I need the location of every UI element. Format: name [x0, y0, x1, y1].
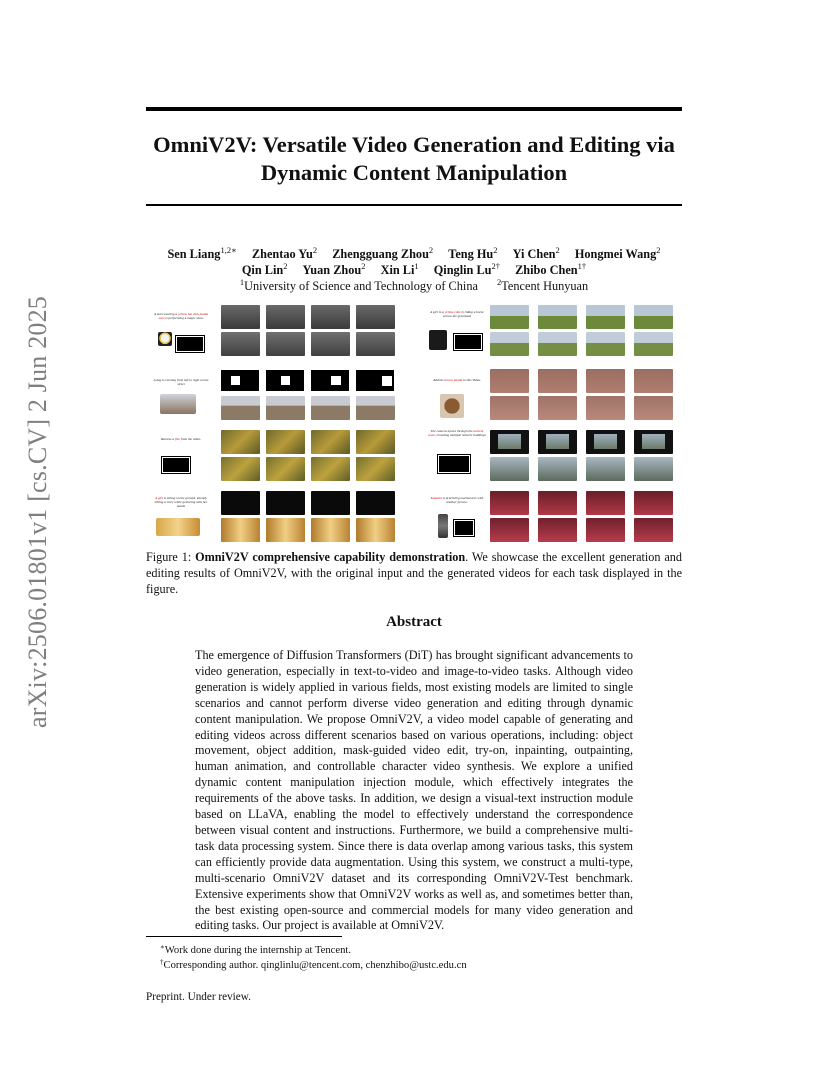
video-frame	[221, 332, 260, 356]
mask-frame	[356, 370, 394, 391]
mask-frame	[221, 370, 259, 391]
mask-stack	[454, 334, 482, 350]
arxiv-stamp-text: arXiv:2506.01801v1 [cs.CV] 2 Jun 2025	[23, 295, 52, 729]
video-frame	[586, 369, 625, 393]
video-frame	[311, 396, 350, 420]
video-frame	[221, 457, 260, 481]
video-frame	[634, 491, 673, 515]
prompt-ancient-town: The camera moves through the ancient town, revealing multiple historic buildings	[428, 429, 486, 438]
author: Qin Lin$^2$	[241, 261, 288, 277]
video-frame	[490, 457, 529, 481]
figure-1	[146, 302, 682, 538]
title-bottom-rule	[146, 204, 682, 206]
video-frame	[490, 491, 529, 515]
mask-stack	[454, 520, 474, 536]
affiliation: $^2$Tencent Hunyuan	[497, 277, 589, 293]
video-frame	[634, 332, 673, 356]
mask-frame	[266, 370, 304, 391]
panel-add-panda	[426, 366, 682, 421]
figure-caption	[146, 549, 682, 597]
pose-frame	[311, 491, 350, 515]
panel-ancient-town	[426, 427, 682, 482]
video-frame	[490, 305, 529, 329]
character-reference-image	[438, 514, 448, 538]
panda-hat-image	[158, 332, 172, 346]
video-frame	[266, 332, 305, 356]
mask-stack	[162, 457, 190, 473]
panel-dog-running	[146, 366, 414, 421]
author: Xin Li$^1$	[380, 261, 419, 277]
prompt-girl-story: A girl is sitting on the ground, intently telling a story while gesturing with her hands	[154, 496, 208, 509]
video-frame	[266, 305, 305, 329]
panda-image	[440, 394, 464, 418]
video-frame	[634, 518, 673, 542]
author: Yuan Zhou$^2$	[302, 261, 366, 277]
video-frame	[266, 430, 305, 454]
video-frame	[586, 518, 625, 542]
paper-title-line-2: Dynamic Content Manipulation	[260, 160, 568, 185]
video-frame	[356, 396, 395, 420]
author: Teng Hu$^2$	[448, 245, 498, 261]
title-top-rule	[146, 107, 682, 111]
video-frame	[490, 332, 529, 356]
video-frame	[586, 430, 625, 454]
video-frame	[634, 305, 673, 329]
caption-bold: OmniV2V comprehensive capability demonstration	[195, 550, 466, 564]
video-frame	[586, 457, 625, 481]
footnote-rule	[146, 936, 342, 937]
prompt-kakashi: Kakashi is practicing martial arts with another person.	[430, 496, 484, 505]
video-frame	[634, 369, 673, 393]
video-frame	[634, 396, 673, 420]
video-frame	[311, 430, 350, 454]
girl-reference-image	[156, 518, 200, 536]
pose-frame	[356, 491, 395, 515]
dog-street-image	[160, 394, 196, 414]
video-frame	[356, 305, 395, 329]
video-frame	[538, 369, 577, 393]
footnote: †Corresponding author. qinglinlu@tencent.com, chenzhibo@ustc.edu.cn	[160, 958, 467, 971]
caption-text: . We showcase the excellent generation and editing results of OmniV2V, with the original input and the generated videos for each task displayed in the figure.	[146, 550, 682, 596]
video-frame	[538, 518, 577, 542]
video-frame	[311, 332, 350, 356]
video-frame	[356, 518, 395, 542]
pose-frame	[221, 491, 260, 515]
video-frame	[311, 305, 350, 329]
panel-kakashi	[426, 488, 682, 543]
video-frame	[356, 457, 395, 481]
video-frame	[266, 518, 305, 542]
abstract-body: The emergence of Diffusion Transformers (DiT) has brought significant advancements to video generation, especially in text-to-video and image-to-video tasks. Although video generation is widely applied in various fields, most existing models are limited to single scenarios and cannot perform diverse video generation and editing through dynamic content manipulation. We propose OmniV2V, a video model capable of generating and editing videos across different scenarios based on various operations, including: object movement, object addition, mask-guided video edit, try-on, inpainting, outpainting, human animation, and controllable character video synthesis. We explore a unified dynamic content manipulation injection module, which effectively integrates the requirements of the above tasks. In addition, we design a visual-text instruction module based on LLaVA, enabling the model to effectively understand the correspondence between visual content and instructions. Furthermore, we build a comprehensive multi-task data processing system. Since there is data overlap among various tasks, this system can efficiently provide data augmentation. Using this system, we construct a multi-type, multi-scenario OmniV2V dataset and its corresponding OmniV2V-Test benchmark. Extensive experiments show that OmniV2V works as well as, and sometimes better than, the best existing open-source and commercial models for many video generation and editing tasks. Our project is available at OmniV2V.	[195, 648, 633, 933]
video-frame	[221, 305, 260, 329]
video-frame	[356, 332, 395, 356]
mask-stack	[176, 336, 204, 352]
caption-label: Figure 1:	[146, 550, 196, 564]
panel-magic-show	[146, 302, 414, 357]
prompt-remove-fish: Remove a fish from the video.	[160, 437, 202, 441]
video-frame	[221, 430, 260, 454]
video-frame	[221, 396, 260, 420]
affiliations	[130, 274, 698, 294]
video-frame	[538, 491, 577, 515]
footnote: ∗Work done during the internship at Tencent.	[160, 943, 351, 956]
paper-title-line-1: OmniV2V: Versatile Video Generation and Editing via	[153, 132, 675, 157]
video-frame	[586, 305, 625, 329]
author: Zhentao Yu$^2$	[251, 245, 318, 261]
video-frame	[586, 332, 625, 356]
video-frame	[586, 491, 625, 515]
pose-frame	[266, 491, 305, 515]
video-frame	[634, 430, 673, 454]
video-frame	[311, 518, 350, 542]
video-frame	[311, 457, 350, 481]
prompt-horse-riding: A girl in a yellow robe is riding a horse across the grassland	[430, 310, 484, 319]
abstract-heading: Abstract	[386, 614, 442, 630]
video-frame	[490, 369, 529, 393]
video-frame	[538, 457, 577, 481]
panel-horse-riding	[426, 302, 682, 357]
prompt-add-panda: Add the brown panda to this Video.	[433, 378, 481, 382]
video-frame	[538, 305, 577, 329]
paper-title	[130, 131, 698, 187]
video-frame	[266, 457, 305, 481]
author: Zhibo Chen$^{1\dagger}$	[515, 261, 587, 277]
video-frame	[356, 430, 395, 454]
author: Yi Chen$^2$	[512, 245, 560, 261]
garment-image	[429, 330, 447, 350]
author: Zhengguang Zhou$^2$	[332, 245, 434, 261]
prompt-magic-show: A man wearing a yellow hat with panda ears is performing a magic show	[153, 312, 209, 321]
video-frame	[538, 396, 577, 420]
mask-stack	[438, 455, 470, 473]
video-frame	[221, 518, 260, 542]
video-frame	[490, 396, 529, 420]
author: Sen Liang$^{1,2∗}$	[167, 245, 237, 261]
prompt-dog-running: A dog is running from left to right on the street	[153, 378, 209, 387]
preprint-note: Preprint. Under review.	[146, 991, 251, 1003]
affiliation: $^1$University of Science and Technology of China	[239, 277, 478, 293]
panel-remove-fish	[146, 427, 414, 482]
panel-girl-story	[146, 488, 414, 543]
author: Hongmei Wang$^2$	[574, 245, 661, 261]
video-frame	[634, 457, 673, 481]
author: Qinglin $Lu^{2\dagger}$	[433, 261, 500, 277]
video-frame	[538, 430, 577, 454]
video-frame	[490, 518, 529, 542]
video-frame	[490, 430, 529, 454]
video-frame	[586, 396, 625, 420]
mask-frame	[311, 370, 349, 391]
video-frame	[538, 332, 577, 356]
video-frame	[266, 396, 305, 420]
